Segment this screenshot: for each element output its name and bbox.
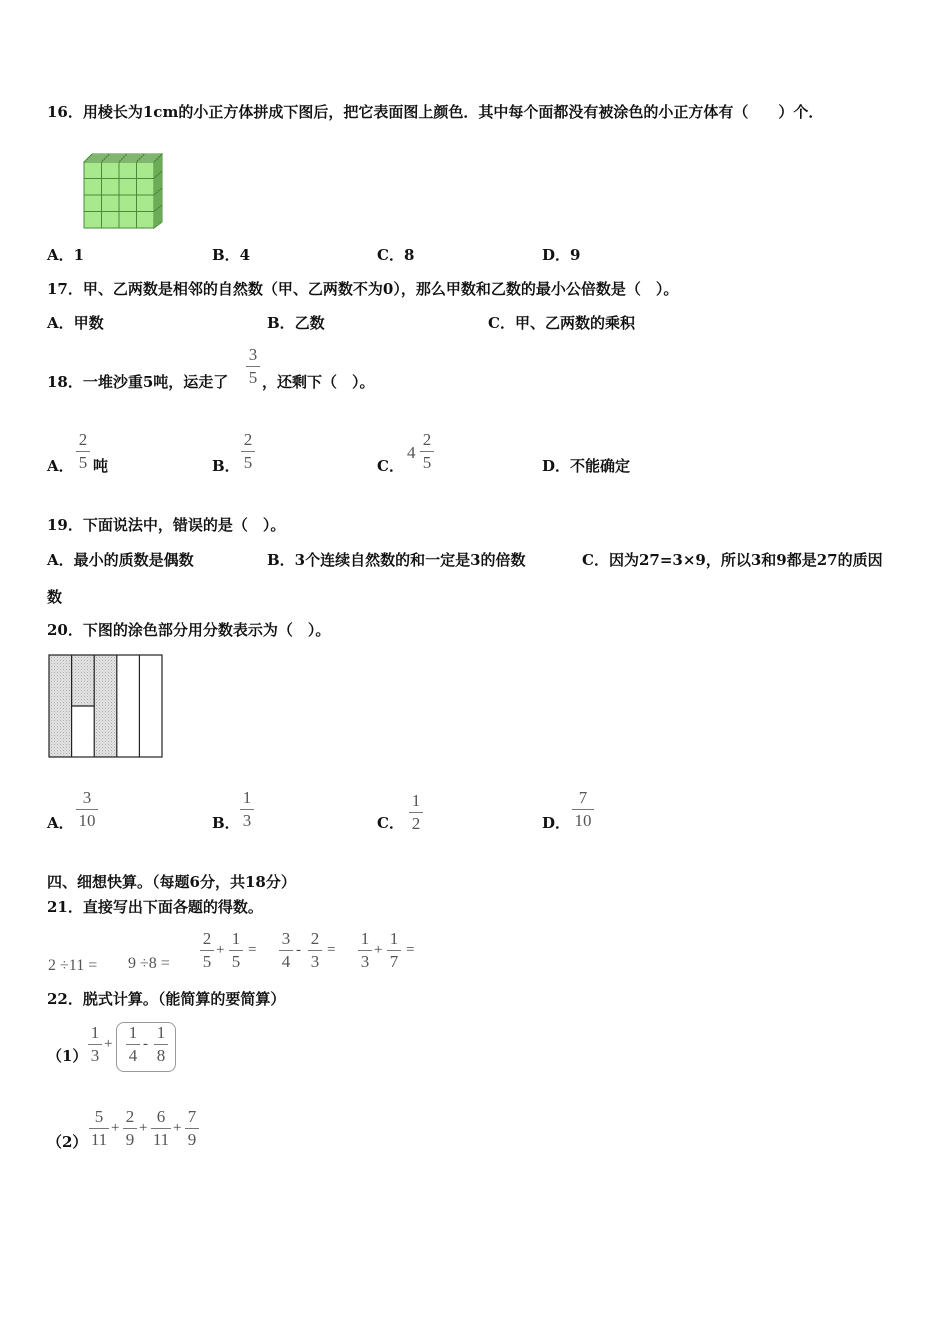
denominator: 4 — [281, 952, 291, 971]
q22-p1-operator-1: + — [104, 1036, 113, 1052]
q21-expression-1: 2 ÷11 = — [48, 957, 98, 974]
q22-p2-fraction-c — [151, 1108, 171, 1149]
q22-p2-operator-1: + — [111, 1120, 120, 1136]
q18-option-b-label: B． — [212, 457, 240, 475]
q22-stem: 22．脱式计算。（能简算的要简算） — [47, 990, 286, 1008]
numerator: 2 — [243, 430, 253, 449]
q22-part2-label: （2） — [47, 1133, 88, 1151]
denominator: 3 — [310, 952, 320, 971]
q22-p1-operator-2: - — [143, 1036, 148, 1052]
q22-p2-fraction-d — [185, 1108, 199, 1149]
q18-option-c-label: C． — [377, 457, 404, 475]
denominator: 5 — [78, 453, 88, 472]
numerator: 1 — [389, 929, 399, 948]
denominator: 9 — [125, 1130, 135, 1149]
numerator: 7 — [187, 1107, 197, 1126]
q21-e5-fraction-b — [387, 930, 401, 971]
q16-stem: 16．用棱长为1cm的小正方体拼成下图后，把它表面图上颜色．其中每个面都没有被涂色的小正方体有（ ）个． — [47, 103, 824, 121]
numerator: 2 — [422, 430, 432, 449]
denominator: 5 — [231, 952, 241, 971]
q18-option-a-fraction — [76, 431, 90, 472]
denominator: 5 — [243, 453, 253, 472]
q22-p1-fraction-c — [154, 1024, 168, 1065]
q16-option-a: A．1 — [47, 246, 85, 264]
q16-option-b: B．4 — [212, 246, 251, 264]
denominator: 10 — [78, 811, 96, 830]
denominator: 5 — [202, 952, 212, 971]
q22-part1-label: （1） — [47, 1047, 88, 1065]
denominator: 11 — [90, 1130, 108, 1149]
denominator: 3 — [242, 811, 252, 830]
denominator: 5 — [248, 368, 258, 387]
q18-option-a-unit: 吨 — [93, 457, 109, 475]
numerator: 1 — [231, 929, 241, 948]
numerator: 2 — [202, 929, 212, 948]
q21-e5-operator: + — [374, 942, 383, 958]
numerator: 1 — [242, 788, 252, 807]
q16-option-c: C．8 — [377, 246, 415, 264]
q18-option-d: D．不能确定 — [542, 457, 631, 475]
q21-e5-fraction-a — [358, 930, 372, 971]
q19-option-a: A．最小的质数是偶数 — [47, 551, 194, 569]
q18-stem-b: ，还剩下（ ）。 — [262, 373, 375, 391]
q22-p1-fraction-b — [126, 1024, 140, 1065]
numerator: 7 — [578, 788, 588, 807]
q18-option-a-label: A． — [47, 457, 74, 475]
q20-option-d-fraction — [572, 789, 594, 830]
denominator: 10 — [574, 811, 592, 830]
q21-e5-equals: = — [406, 942, 415, 958]
q18-option-c-fraction — [420, 431, 434, 472]
numerator: 1 — [90, 1023, 100, 1042]
q20-option-a-label: A． — [47, 814, 74, 832]
q20-option-b-fraction — [240, 789, 254, 830]
q22-p2-fraction-a — [89, 1108, 109, 1149]
denominator: 5 — [422, 453, 432, 472]
q19-option-c-continued: 数 — [47, 588, 63, 606]
q18-option-b-fraction — [241, 431, 255, 472]
q21-e3-fraction-b — [229, 930, 243, 971]
q19-option-c: C．因为27=3×9，所以3和9都是27的质因 — [582, 551, 883, 569]
q17-option-b: B．乙数 — [267, 314, 325, 332]
q21-expression-2: 9 ÷8 = — [128, 955, 170, 972]
numerator: 2 — [310, 929, 320, 948]
q17-option-c: C．甲、乙两数的乘积 — [488, 314, 635, 332]
q17-option-a: A．甲数 — [47, 314, 104, 332]
shaded-rectangle-figure — [48, 654, 165, 759]
q19-stem: 19．下面说法中，错误的是（ ）。 — [47, 516, 286, 534]
denominator: 7 — [389, 952, 399, 971]
q21-stem: 21．直接写出下面各题的得数。 — [47, 898, 263, 916]
q20-option-a-fraction — [76, 789, 98, 830]
numerator: 1 — [360, 929, 370, 948]
q17-stem: 17．甲、乙两数是相邻的自然数（甲、乙两数不为0），那么甲数和乙数的最小公倍数是（ ）。 — [47, 280, 679, 298]
q18-fraction — [246, 346, 260, 387]
q20-option-b-label: B． — [212, 814, 240, 832]
q16-option-d: D．9 — [542, 246, 581, 264]
q21-e4-fraction-b — [308, 930, 322, 971]
numerator: 3 — [82, 788, 92, 807]
q22-p1-fraction-a — [88, 1024, 102, 1065]
q18-option-c-whole: 4 — [407, 443, 416, 462]
numerator: 2 — [125, 1107, 135, 1126]
denominator: 8 — [156, 1046, 166, 1065]
q21-e4-operator: - — [296, 942, 301, 958]
denominator: 4 — [128, 1046, 138, 1065]
numerator: 1 — [156, 1023, 166, 1042]
denominator: 2 — [411, 814, 421, 833]
numerator: 3 — [248, 345, 258, 364]
numerator: 3 — [281, 929, 291, 948]
q21-e3-equals: = — [248, 942, 257, 958]
q22-p2-operator-2: + — [139, 1120, 148, 1136]
q20-option-d-label: D． — [542, 814, 571, 832]
q18-stem-a: 18．一堆沙重5吨，运走了 — [47, 373, 229, 391]
q20-option-c-label: C． — [377, 814, 404, 832]
denominator: 3 — [90, 1046, 100, 1065]
q20-option-c-fraction — [409, 792, 423, 833]
q19-option-b: B．3个连续自然数的和一定是3的倍数 — [267, 551, 526, 569]
numerator: 6 — [156, 1107, 166, 1126]
numerator: 1 — [128, 1023, 138, 1042]
q21-e4-equals: = — [327, 942, 336, 958]
q20-stem: 20．下图的涂色部分用分数表示为（ ）。 — [47, 621, 331, 639]
denominator: 9 — [187, 1130, 197, 1149]
denominator: 11 — [152, 1130, 170, 1149]
q21-e3-operator: + — [216, 942, 225, 958]
q22-p2-fraction-b — [123, 1108, 137, 1149]
section-four-title: 四、细想快算。（每题6分，共18分） — [47, 873, 296, 891]
numerator: 5 — [94, 1107, 104, 1126]
q21-e4-fraction-a — [279, 930, 293, 971]
cube-figure — [80, 150, 166, 230]
denominator: 3 — [360, 952, 370, 971]
q21-e3-fraction-a — [200, 930, 214, 971]
numerator: 2 — [78, 430, 88, 449]
numerator: 1 — [411, 791, 421, 810]
q22-p2-operator-3: + — [173, 1120, 182, 1136]
